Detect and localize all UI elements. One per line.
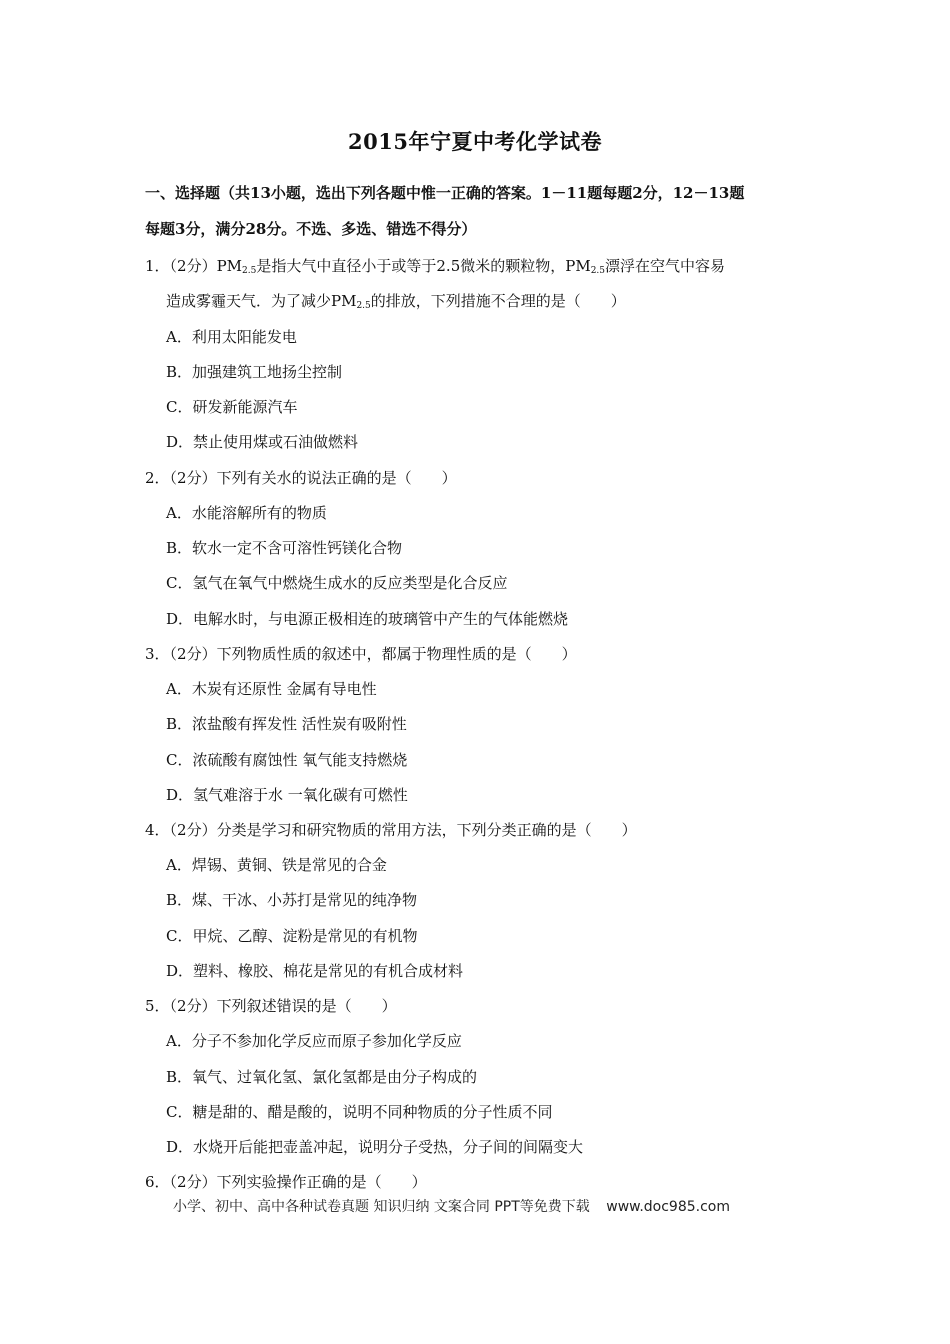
question-1-option-c: C．研发新能源汽车 [166, 398, 298, 416]
question-1-stem-continued: 造成雾霾天气．为了减少$PM_{2.5}$的排放，下列措施不合理的是（ ） [166, 292, 626, 311]
question-2-stem: 2．（2分）下列有关水的说法正确的是（ ） [145, 469, 457, 487]
page-title: 2015年宁夏中考化学试卷 [348, 129, 602, 154]
question-1-stem: 1．（2分）$PM_{2.5}$是指大气中直径小于或等于2.5微米的颗粒物，$PM_{2.5}$漂浮在空气中容易 [145, 257, 726, 276]
question-6-stem: 6．（2分）下列实验操作正确的是（ ） [145, 1173, 427, 1191]
question-4-option-b: B．煤、干冰、小苏打是常见的纯净物 [166, 891, 418, 909]
footer-link[interactable]: www.doc985.com [606, 1199, 730, 1215]
question-4-option-c: C．甲烷、乙醇、淀粉是常见的有机物 [166, 927, 418, 945]
question-2-option-d: D．电解水时，与电源正极相连的玻璃管中产生的气体能燃烧 [166, 610, 569, 628]
question-5-stem: 5．（2分）下列叙述错误的是（ ） [145, 997, 397, 1015]
section-heading-line: 每题3分，满分28分。不选、多选、错选不得分） [145, 220, 477, 238]
question-5-option-d: D．水烧开后能把壶盖冲起，说明分子受热，分子间的间隔变大 [166, 1138, 584, 1156]
question-3-stem: 3．（2分）下列物质性质的叙述中，都属于物理性质的是（ ） [145, 645, 577, 663]
section-heading-line: 一、选择题（共13小题，选出下列各题中惟一正确的答案。1－11题每题2分，12－13题 [145, 184, 745, 202]
question-1-option-a: A．利用太阳能发电 [166, 328, 297, 346]
section-heading [145, 175, 815, 247]
question-3-option-b: B．浓盐酸有挥发性 活性炭有吸附性 [166, 715, 407, 733]
question-3-option-d: D．氢气难溶于水 一氧化碳有可燃性 [166, 786, 408, 804]
question-3-option-a: A．木炭有还原性 金属有导电性 [166, 680, 377, 698]
question-5-option-b: B．氧气、过氧化氢、氯化氢都是由分子构成的 [166, 1068, 478, 1086]
question-2-option-a: A．水能溶解所有的物质 [166, 504, 327, 522]
question-1-option-d: D．禁止使用煤或石油做燃料 [166, 433, 359, 451]
question-2-option-b: B．软水一定不含可溶性钙镁化合物 [166, 539, 403, 557]
question-5-option-c: C．糖是甜的、醋是酸的，说明不同种物质的分子性质不同 [166, 1103, 553, 1121]
question-4-stem: 4．（2分）分类是学习和研究物质的常用方法，下列分类正确的是（ ） [145, 821, 637, 839]
page-footer [173, 1196, 730, 1216]
question-1-option-b: B．加强建筑工地扬尘控制 [166, 363, 343, 381]
question-2-option-c: C．氢气在氧气中燃烧生成水的反应类型是化合反应 [166, 574, 508, 592]
question-4-option-d: D．塑料、橡胶、棉花是常见的有机合成材料 [166, 962, 464, 980]
question-5-option-a: A．分子不参加化学反应而原子参加化学反应 [166, 1032, 462, 1050]
question-4-option-a: A．焊锡、黄铜、铁是常见的合金 [166, 856, 387, 874]
question-3-option-c: C．浓硫酸有腐蚀性 氧气能支持燃烧 [166, 751, 408, 769]
footer-text: 小学、初中、高中各种试卷真题 知识归纳 文案合同 PPT等免费下载 [173, 1199, 590, 1215]
